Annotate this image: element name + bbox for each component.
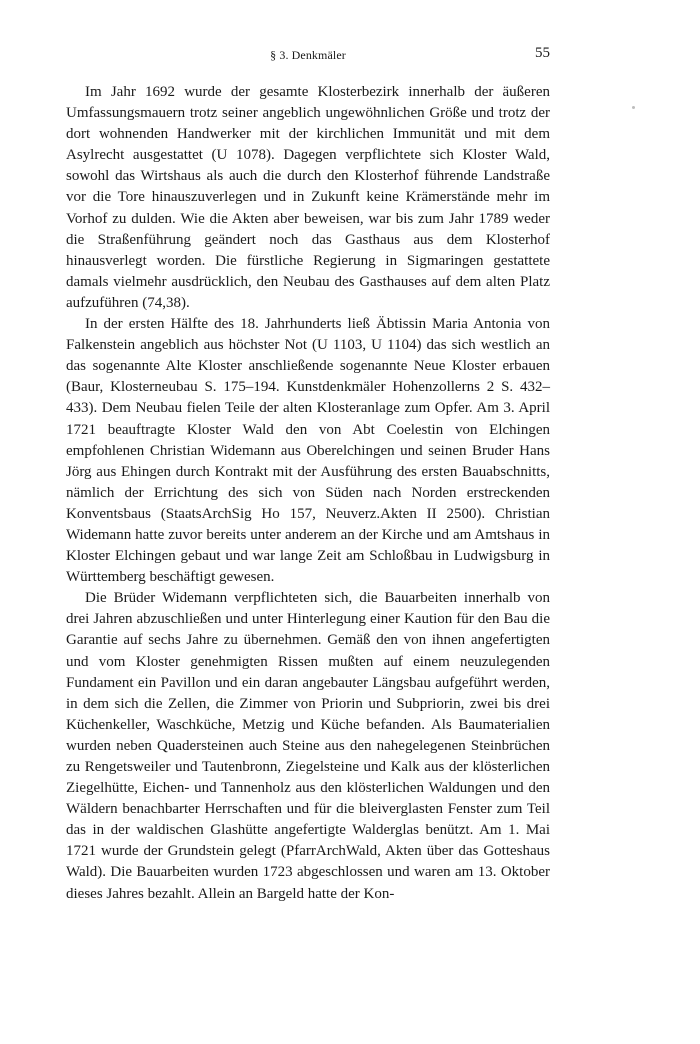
running-head: § 3. Denkmäler: [270, 48, 346, 62]
paragraph-3: Die Brüder Widemann verpflichteten sich, die Bauarbeiten innerhalb von drei Jahren abzuschließen und unter Hinterlegung einer Kaution für den Bau die Garantie auf sechs Jahre zu übernehmen. Gemäß den von ihnen angefertigten und vom Kloster genehmigten Rissen mußten auf einem neuzulegenden Fundament ein Pavillon und ein daran angebauter Längsbau aufgeführt werden, in dem sich die Zellen, die Zimmer von Priorin und Subpriorin, zwei bis drei Küchenkeller, Waschküche, Metzig und Küche befanden. Als Baumaterialien wurden neben Quadersteinen auch Steine aus den nahegelegenen Steinbrüchen zu Rengetsweiler und Tautenbronn, Ziegelsteine und Kalk aus der klösterlichen Ziegelhütte, Eichen- und Tannenholz aus den klösterlichen Waldungen und den Wäldern benachbarter Herrschaften und für die bleiverglasten Fenster zum Teil das in der waldischen Glashütte angefertigte Walderglas benützt. Am 1. Mai 1721 wurde der Grundstein gelegt (PfarrArchWald, Akten über das Gotteshaus Wald). Die Bauarbeiten wurden 1723 abgeschlossen und waren am 13. Oktober dieses Jahres bezahlt. Allein an Bargeld hatte der Kon-: [66, 590, 550, 902]
paragraph-2: In der ersten Hälfte des 18. Jahrhunderts ließ Äbtissin Maria Antonia von Falkenstein angeblich aus höchster Not (U 1103, U 1104) das sich westlich an das sogenannte Alte Kloster anschließende sogenannte Neue Kloster erbauen (Baur, Klosterneubau S. 175–194. Kunstdenkmäler Hohenzollerns 2 S. 432–433). Dem Neubau fielen Teile der alten Klosteranlage zum Opfer. Am 3. April 1721 beauftragte Kloster Wald den von Abt Coelestin von Elchingen empfohlenen Christian Widemann aus Oberelchingen und seinen Bruder Hans Jörg aus Ehingen durch Kontrakt mit der Ausführung des ersten Bauabschnitts, nämlich der Errichtung des sich von Süden nach Norden erstreckenden Konventsbaus (StaatsArchSig Ho 157, Neuverz.Akten II 2500). Christian Widemann hatte zuvor bereits unter anderem an der Kirche und am Amtshaus in Kloster Elchingen gebaut und war lange Zeit am Schloßbau in Ludwigsburg in Württemberg beschäftigt gewesen.: [66, 316, 550, 586]
body-text: [66, 82, 550, 905]
paragraph-1: Im Jahr 1692 wurde der gesamte Klosterbezirk innerhalb der äußeren Umfassungsmauern trotz seiner angeblich ungewöhnlichen Größe und trotz der dort wohnenden Handwerker mit der kirchlichen Immunität und mit dem Asylrecht ausgestattet (U 1078). Dagegen verpflichtete sich Kloster Wald, sowohl das Wirtshaus als auch die durch den Klosterhof führende Landstraße vor die Tore hinauszuverlegen und in Zukunft keine Krämerstände mehr im Vorhof zu dulden. Wie die Akten aber beweisen, war bis zum Jahr 1789 weder die Straßenführung geändert noch das Gasthaus aus dem Klosterhof hinausverlegt worden. Die fürstliche Regierung in Sigmaringen gestattete damals vielmehr ausdrücklich, den Neubau des Gasthauses auf dem alten Platz aufzuführen (74,38).: [66, 84, 550, 311]
page-header: [66, 44, 550, 68]
margin-dot: [632, 106, 635, 109]
page-number: 55: [535, 45, 550, 61]
book-page: [66, 44, 550, 905]
